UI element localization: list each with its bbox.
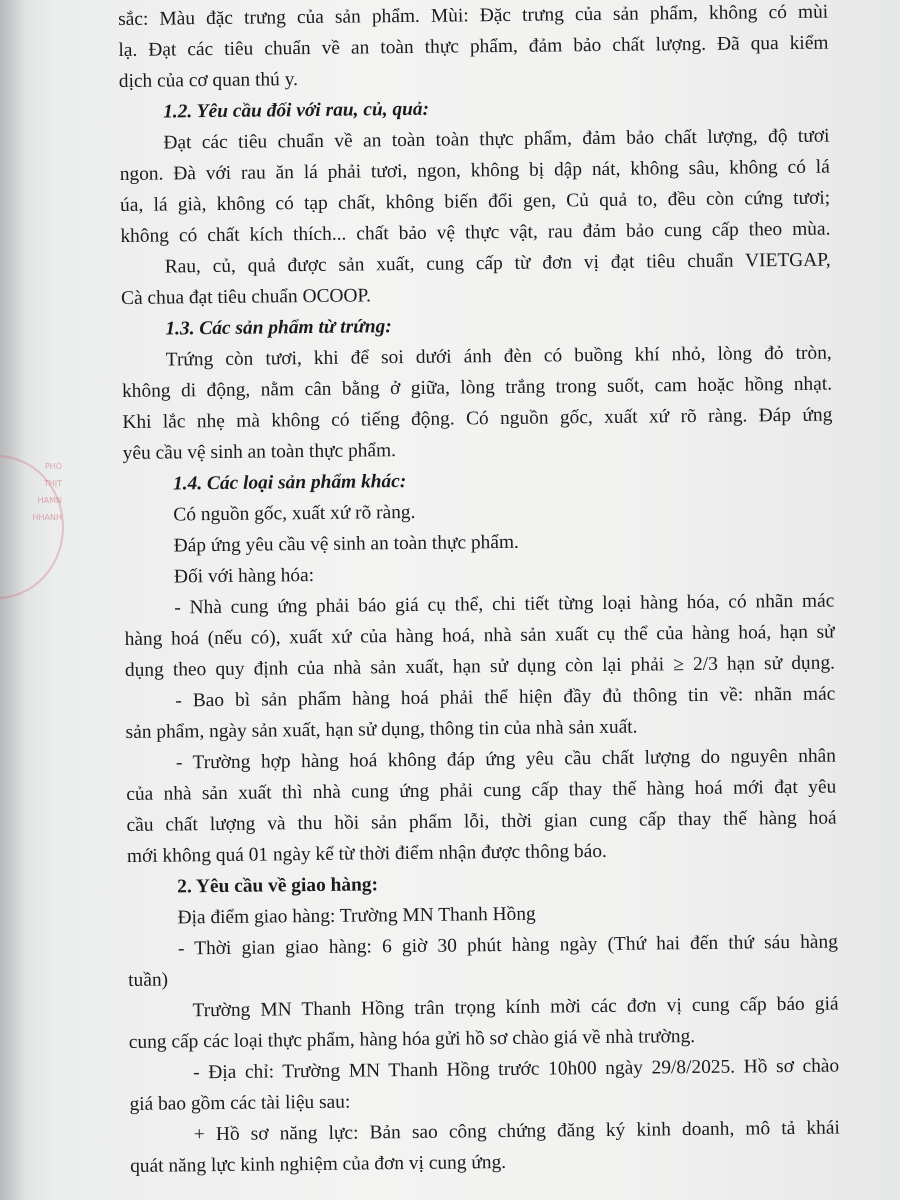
text-line: Trứng còn tươi, khi để soi dưới ánh đèn có buồng khí nhỏ, lòng đỏ tròn, [165, 342, 832, 371]
stamp-text: HHANH [32, 513, 62, 522]
text-line: cung cấp các loại thực phẩm, hàng hóa gửi hồ sơ chào giá về nhà trường. [128, 1026, 696, 1053]
section-heading: 2. Yêu cầu về giao hàng: [177, 874, 379, 898]
text-line: giá bao gồm các tài liệu sau: [129, 1091, 351, 1115]
text-line: Rau, củ, quả được sản xuất, cung cấp từ đơn vị đạt tiêu chuẩn VIETGAP, [164, 249, 831, 278]
text-line: yêu cầu vệ sinh an toàn thực phẩm. [122, 440, 397, 464]
text-line: lạ. Đạt các tiêu chuẩn về an toàn thực phẩm, đảm bảo chất lượng. Đã qua kiểm [118, 32, 829, 61]
document-body [118, 0, 840, 1182]
text-line: + Hồ sơ năng lực: Bản sao công chứng đăng ký kinh doanh, mô tả khái [193, 1117, 840, 1146]
text-line: sản phẩm, ngày sản xuất, hạn sử dụng, thông tin của nhà sản xuất. [125, 716, 638, 743]
text-line: dụng theo quy định của nhà sản xuất, hạn sử dụng còn lại phải ≥ 2/3 hạn sử dụng. [124, 652, 836, 681]
text-line: - Bao bì sản phẩm hàng hoá phải thể hiện đầy đủ thông tin về: nhãn mác [175, 683, 836, 712]
text-line: tuần) [128, 969, 169, 991]
text-line: Khi lắc nhẹ mà không có tiếng động. Có nguồn gốc, xuất xứ rõ ràng. Đáp ứng [122, 404, 833, 433]
text-line: Địa điểm giao hàng: Trường MN Thanh Hồng [177, 903, 536, 929]
text-line: - Nhà cung ứng phải báo giá cụ thể, chi tiết từng loại hàng hóa, có nhãn mác [174, 590, 835, 619]
text-line: không có chất kích thích... chất bảo vệ thực vật, rau đảm bảo cung cấp theo mùa. [120, 218, 831, 247]
text-line: - Trường hợp hàng hoá không đáp ứng yêu cầu chất lượng do nguyên nhân [175, 745, 837, 774]
text-line: Đối với hàng hóa: [173, 564, 315, 588]
section-heading: 1.3. Các sản phẩm từ trứng: [165, 316, 392, 340]
text-line: úa, lá già, không có tạp chất, không biến đổi gen, Củ quả to, đều còn cứng tươi; [120, 187, 831, 216]
red-stamp [0, 458, 62, 588]
text-line: Đáp ứng yêu cầu vệ sinh an toàn thực phẩm. [173, 531, 519, 557]
text-line: Cà chua đạt tiêu chuẩn OCOOP. [120, 285, 372, 309]
text-line: mới không quá 01 ngày kể từ thời điểm nhận được thông báo. [126, 840, 607, 867]
text-line: không di động, nằm cân bằng ở giữa, lòng trắng trong suốt, cam hoặc hồng nhạt. [121, 373, 833, 402]
page-edge-shadow [0, 0, 26, 1200]
text-line: Có nguồn gốc, xuất xứ rõ ràng. [173, 501, 416, 526]
section-heading: 1.2. Yêu cầu đối với rau, củ, quả: [163, 98, 430, 123]
text-line: sắc: Màu đặc trưng của sản phẩm. Mùi: Đặc trưng của sản phẩm, không có mùi [118, 1, 829, 30]
text-line: Trường MN Thanh Hồng trân trọng kính mời các đơn vị cung cấp báo giá [192, 993, 839, 1022]
text-line: Đạt các tiêu chuẩn về an toàn toàn thực phẩm, đảm bảo chất lượng, độ tươi [163, 125, 830, 154]
text-line: - Thời gian giao hàng: 6 giờ 30 phút hàng ngày (Thứ hai đến thứ sáu hàng [177, 931, 838, 960]
text-line: ngon. Đà với rau ăn lá phải tươi, ngon, không bị dập nát, không sâu, không có lá [119, 156, 830, 185]
text-line: cầu chất lượng và thu hồi sản phẩm lỗi, thời gian cung cấp thay thế hàng hoá [126, 807, 837, 836]
stamp-text: THỊT [43, 479, 62, 488]
text-line: - Địa chỉ: Trường MN Thanh Hồng trước 10h00 ngày 29/8/2025. Hồ sơ chào [193, 1055, 840, 1084]
text-line: quát năng lực kinh nghiệm của đơn vị cung ứng. [130, 1152, 507, 1177]
text-line: hàng hoá (nếu có), xuất xứ của hàng hoá, nhà sản xuất cụ thể của hàng hoá, hạn sử [124, 621, 835, 650]
stamp-text: HAMN [37, 496, 62, 505]
stamp-text: PHÒ [44, 462, 62, 471]
text-line: dịch của cơ quan thú y. [118, 69, 299, 92]
section-heading: 1.4. Các loại sản phẩm khác: [172, 471, 407, 495]
text-line: của nhà sản xuất thì nhà cung ứng phải cung cấp thay thế hàng hoá mới đạt yêu [126, 776, 837, 805]
